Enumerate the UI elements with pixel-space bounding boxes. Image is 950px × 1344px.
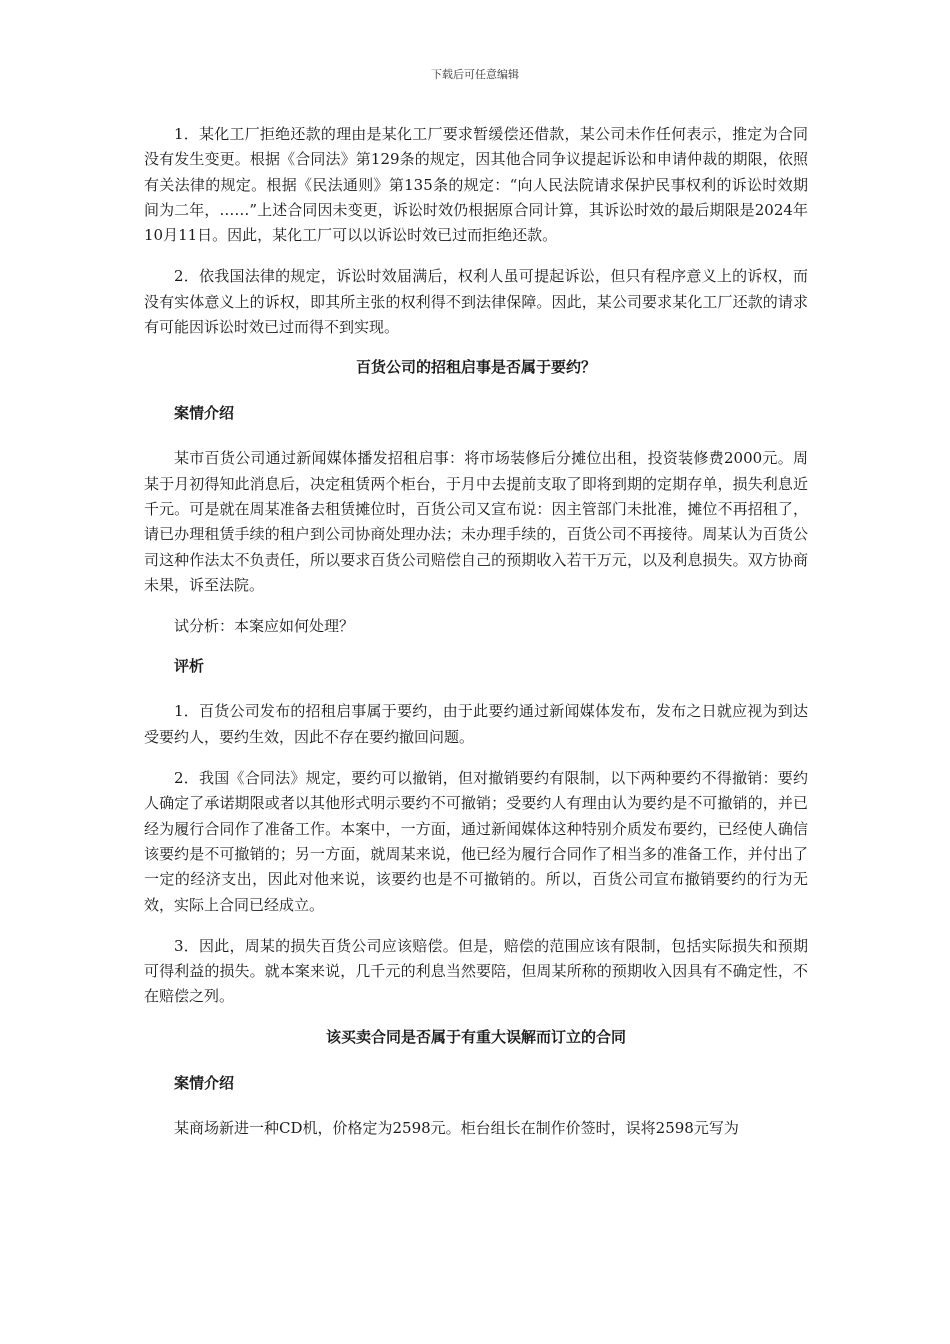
case-title-sales-contract: 该买卖合同是否属于有重大误解而订立的合同 [325,1027,626,1046]
analysis-point-2: 2．我国《合同法》规定，要约可以撤销，但对撤销要约有限制，以下两种要约不得撤销：要约人确定了承诺期限或者以其他形式明示要约不可撤销；受要约人有理由认为要约是不可撤销的，并已经为履行合同作了准备工作。本案中，一方面，通过新闻媒体这种特别介质发布要约，已经使人确信该要约是不可撤销的；另一方面，就周某来说，他已经为履行合同作了相当多的准备工作，并付出了一定的经济支出，因此对他来说，该要约也是不可撤销的。所以，百货公司宣布撤销要约的行为无效，实际上合同已经成立。 [144,769,808,914]
analysis-heading: 评析 [174,657,205,676]
page-header: 下载后可任意编辑 [431,68,519,81]
case-intro-text: 某市百货公司通过新闻媒体播发招租启事：将市场装修后分摊位出租，投资装修费2000元。周某于月初得知此消息后，决定租赁两个柜台，于月中去提前支取了即将到期的定期存单，损失利息近千元。可是就在周某准备去租赁摊位时，百货公司又宣布说：因主管部门未批准，摊位不再招租了，请已办理租赁手续的租户到公司协商处理办法；未办理手续的，百货公司不再接待。周某认为百货公司这种作法太不负责任，所以要求百货公司赔偿自己的预期收入若干万元，以及利息损失。双方协商未果，诉至法院。 [144,449,808,594]
case-title-department-store: 百货公司的招租启事是否属于要约？ [355,358,596,377]
document-body [144,122,808,1157]
case-intro-heading: 案情介绍 [174,404,235,423]
analysis-point-1: 1．百货公司发布的招租启事属于要约，由于此要约通过新闻媒体发布，发布之日就应视为到达受要约人，要约生效，因此不存在要约撤回问题。 [144,702,808,746]
analysis-point-3: 3．因此，周某的损失百货公司应该赔偿。但是，赔偿的范围应该有限制，包括实际损失和预期可得利益的损失。就本案来说，几千元的利息当然要陪，但周某所称的预期收入因具有不确定性，不在赔偿之列。 [144,936,808,1006]
case-question: 试分析：本案应如何处理？ [174,617,355,636]
case-intro-heading-2: 案情介绍 [174,1073,235,1092]
case-intro-text-2: 某商场新进一种CD机，价格定为2598元。柜台组长在制作价签时，误将2598元写为 [174,1118,739,1137]
paragraph-limitation-expired: 2．依我国法律的规定，诉讼时效届满后，权利人虽可提起诉讼，但只有程序意义上的诉权，而没有实体意义上的诉权，即其所主张的权利得不到法律保障。因此，某公司要求某化工厂还款的请求有可能因诉讼时效已过而得不到实现。 [144,267,808,337]
paragraph-reason-refusal: 1．某化工厂拒绝还款的理由是某化工厂要求暂缓偿还借款，某公司未作任何表示，推定为合同没有发生变更。根据《合同法》第129条的规定，因其他合同争议提起诉讼和申请仲裁的期限，依照有关法律的规定。根据《民法通则》第135条的规定：“向人民法院请求保护民事权利的诉讼时效期间为二年，……”上述合同因未变更，诉讼时效仍根据原合同计算，其诉讼时效的最后期限是2024年10月11日。因此，某化工厂可以以诉讼时效已过而拒绝还款。 [144,125,808,245]
